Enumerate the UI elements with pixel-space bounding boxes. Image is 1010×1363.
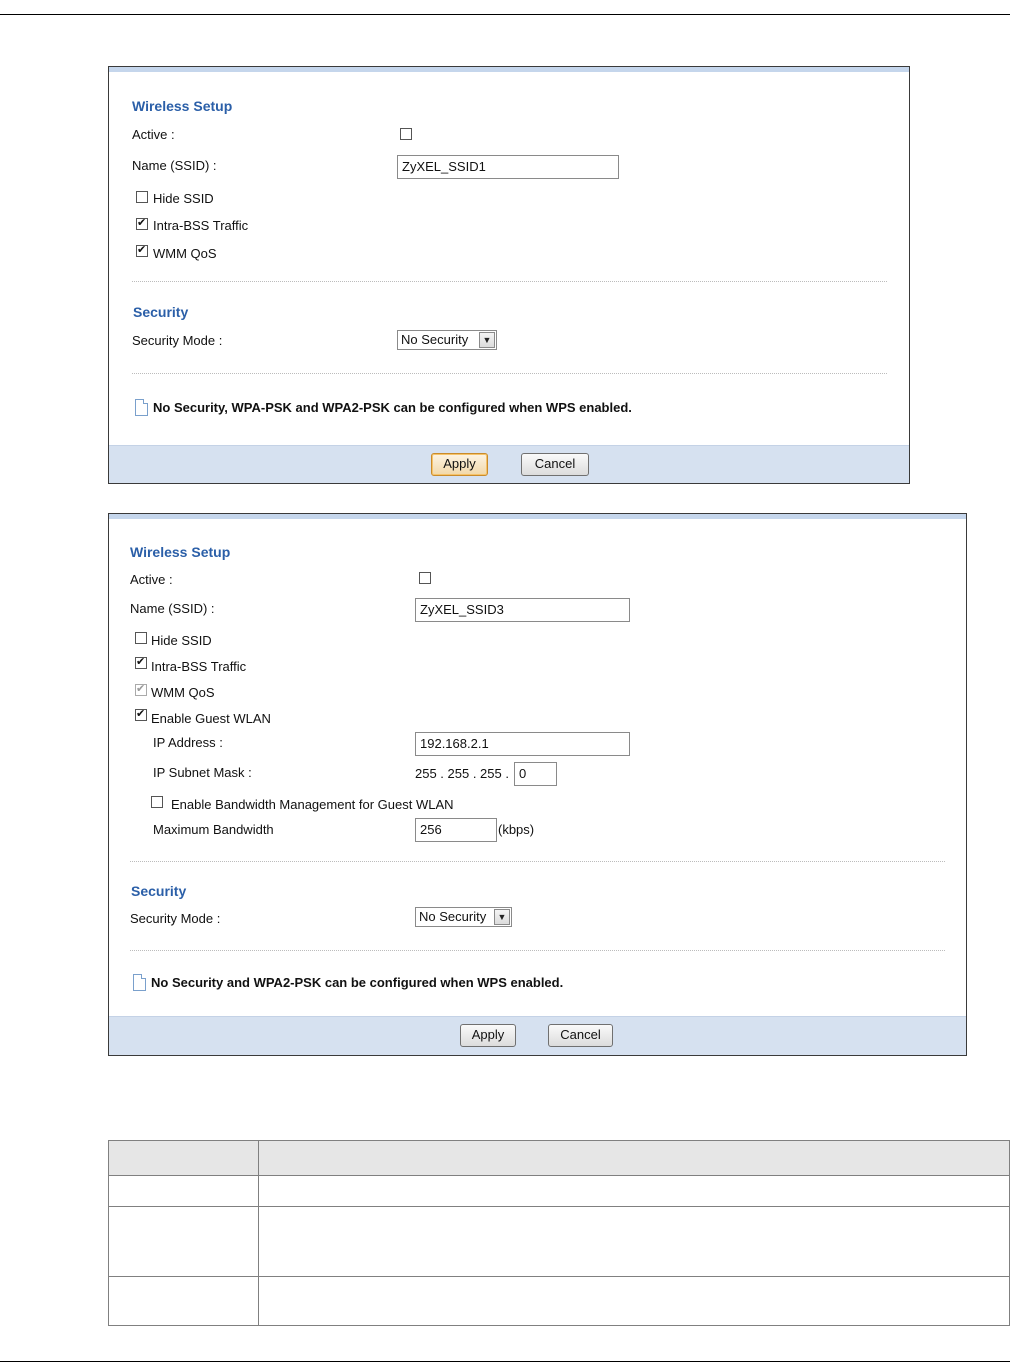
cancel-button[interactable]: Cancel xyxy=(521,453,589,476)
security-mode-label: Security Mode : xyxy=(130,911,221,926)
table-cell xyxy=(259,1277,1010,1326)
active-checkbox[interactable] xyxy=(400,128,412,140)
table-header-cell xyxy=(109,1141,259,1176)
subnet-mask-prefix: 255 . 255 . 255 . xyxy=(415,766,509,781)
security-mode-value: No Security xyxy=(401,332,469,347)
panel-footer xyxy=(109,1016,966,1055)
hide-ssid-label: Hide SSID xyxy=(153,191,214,206)
security-title: Security xyxy=(131,883,187,899)
active-label: Active : xyxy=(130,572,173,587)
wmm-qos-checkbox[interactable] xyxy=(136,245,148,257)
ip-address-label: IP Address : xyxy=(153,735,223,750)
security-title: Security xyxy=(133,304,189,320)
max-bandwidth-unit: (kbps) xyxy=(498,822,535,837)
section-divider xyxy=(130,950,945,951)
intra-bss-checkbox[interactable] xyxy=(136,218,148,230)
security-mode-value: No Security xyxy=(419,909,487,924)
ssid-input[interactable]: ZyXEL_SSID1 xyxy=(397,155,619,179)
table-row xyxy=(109,1176,1010,1207)
table-header-row xyxy=(109,1141,1010,1176)
footer-rule xyxy=(0,1361,1010,1362)
active-checkbox[interactable] xyxy=(419,572,431,584)
security-mode-label: Security Mode : xyxy=(132,333,223,348)
table-cell xyxy=(259,1176,1010,1207)
intra-bss-label: Intra-BSS Traffic xyxy=(151,659,247,674)
field-description-table xyxy=(108,1140,1010,1326)
chevron-down-icon[interactable]: ▼ xyxy=(494,909,510,925)
panel-top-bar xyxy=(109,67,909,72)
ssid-input[interactable]: ZyXEL_SSID3 xyxy=(415,598,630,622)
security-mode-select[interactable] xyxy=(415,907,512,927)
wmm-qos-label: WMM QoS xyxy=(153,246,217,261)
ssid-label: Name (SSID) : xyxy=(130,601,215,616)
subnet-mask-last-octet-input[interactable]: 0 xyxy=(514,762,557,786)
table-cell xyxy=(109,1176,259,1207)
table-cell xyxy=(109,1277,259,1326)
ssid-label: Name (SSID) : xyxy=(132,158,217,173)
active-label: Active : xyxy=(132,127,175,142)
chevron-down-icon[interactable]: ▼ xyxy=(479,332,495,348)
hide-ssid-checkbox[interactable] xyxy=(136,191,148,203)
panel-top-bar xyxy=(109,514,966,519)
wireless-setup-title: Wireless Setup xyxy=(130,544,231,560)
wireless-panel-ssid3 xyxy=(108,513,967,1056)
wireless-setup-title: Wireless Setup xyxy=(132,98,233,114)
table-row xyxy=(109,1207,1010,1277)
guest-wlan-label: Enable Guest WLAN xyxy=(151,711,271,726)
guest-wlan-checkbox[interactable] xyxy=(135,709,147,721)
panel-footer xyxy=(109,445,909,483)
section-divider xyxy=(130,861,945,862)
max-bandwidth-label: Maximum Bandwidth xyxy=(153,822,274,837)
note-icon xyxy=(133,974,146,991)
note-icon xyxy=(135,399,148,416)
header-rule xyxy=(0,14,1010,15)
wireless-panel-ssid1 xyxy=(108,66,910,484)
section-divider xyxy=(132,281,887,282)
section-divider xyxy=(132,373,887,374)
cancel-button[interactable]: Cancel xyxy=(548,1024,613,1047)
intra-bss-label: Intra-BSS Traffic xyxy=(153,218,249,233)
bandwidth-management-checkbox[interactable] xyxy=(151,796,163,808)
intra-bss-checkbox[interactable] xyxy=(135,657,147,669)
apply-button[interactable]: Apply xyxy=(431,453,488,476)
hide-ssid-label: Hide SSID xyxy=(151,633,212,648)
max-bandwidth-input[interactable]: 256 xyxy=(415,818,497,842)
wmm-qos-label: WMM QoS xyxy=(151,685,215,700)
wps-note: No Security, WPA-PSK and WPA2-PSK can be configured when WPS enabled. xyxy=(153,400,632,415)
table-cell xyxy=(259,1207,1010,1277)
security-mode-select[interactable] xyxy=(397,330,497,350)
table-cell xyxy=(109,1207,259,1277)
wmm-qos-checkbox xyxy=(135,684,147,696)
wps-note: No Security and WPA2-PSK can be configured when WPS enabled. xyxy=(151,975,564,990)
hide-ssid-checkbox[interactable] xyxy=(135,632,147,644)
subnet-mask-label: IP Subnet Mask : xyxy=(153,765,252,780)
table-header-cell xyxy=(259,1141,1010,1176)
table-row xyxy=(109,1277,1010,1326)
apply-button[interactable]: Apply xyxy=(460,1024,516,1047)
bandwidth-management-label: Enable Bandwidth Management for Guest WLAN xyxy=(171,797,454,812)
ip-address-input[interactable]: 192.168.2.1 xyxy=(415,732,630,756)
